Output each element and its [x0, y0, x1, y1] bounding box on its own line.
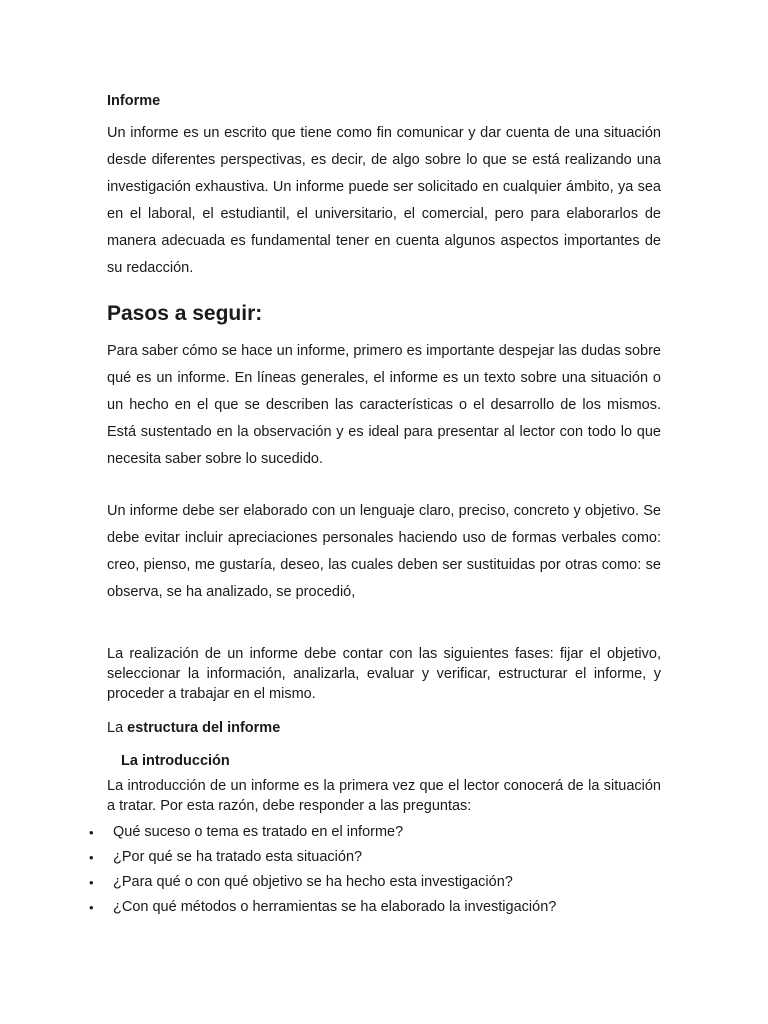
list-item	[86, 845, 666, 870]
pasos-paragraph: Para saber cómo se hace un informe, primero es importante despejar las dudas sobre qué es un informe. En líneas generales, el informe es un texto sobre una situación o un hecho en el que se describen las características o el desarrollo de los mismos. Está sustentado en la observación y es ideal para presentar al lector con todo lo que necesita saber sobre lo sucedido.	[107, 343, 661, 467]
question-text: ¿Con qué métodos o herramientas se ha elaborado la investigación?	[113, 899, 557, 915]
introduccion-paragraph: La introducción de un informe es la primera vez que el lector conocerá de la situación a tratar. Por esta razón, debe responder a las preguntas:	[107, 778, 661, 814]
fases-paragraph: La realización de un informe debe contar con las siguientes fases: fijar el objetivo, seleccionar la información, analizarla, evaluar y verificar, estructurar el informe, y proceder a trabajar en el mismo.	[107, 646, 661, 702]
question-text: ¿Para qué o con qué objetivo se ha hecho esta investigación?	[113, 874, 513, 890]
bullet-icon: •	[89, 850, 94, 865]
list-item	[86, 895, 666, 920]
pasos-heading: Pasos a seguir:	[107, 302, 263, 325]
estructura-heading	[107, 718, 661, 738]
list-item	[86, 820, 666, 845]
list-item	[86, 870, 666, 895]
estructura-prefix: La	[107, 720, 128, 736]
bullet-icon: •	[89, 900, 94, 915]
bullet-icon: •	[89, 875, 94, 890]
bullet-icon: •	[89, 825, 94, 840]
intro-paragraph: Un informe es un escrito que tiene como fin comunicar y dar cuenta de una situación desde diferentes perspectivas, es decir, de algo sobre lo que se está realizando una investigación exhaustiva. Un informe puede ser solicitado en cualquier ámbito, ya sea en el laboral, el estudiantil, el universitario, el comercial, pero para elaborarlos de manera adecuada es fundamental tener en cuenta algunos aspectos importantes de su redacción.	[107, 125, 661, 276]
question-text: ¿Por qué se ha tratado esta situación?	[113, 849, 363, 865]
estructura-bold-text: estructura del informe	[127, 720, 281, 736]
introduccion-heading: La introducción	[121, 753, 230, 769]
pasos-paragraph: Un informe debe ser elaborado con un lenguaje claro, preciso, concreto y objetivo. Se debe evitar incluir apreciaciones personales haciendo uso de formas verbales como: creo, pienso, me gustaría, deseo, las cuales deben ser sustituidas por otras como: se observa, se ha analizado, se procedió,	[107, 503, 661, 600]
document-title: Informe	[107, 93, 161, 109]
question-text: Qué suceso o tema es tratado en el informe?	[113, 824, 404, 840]
questions-list	[86, 820, 666, 920]
